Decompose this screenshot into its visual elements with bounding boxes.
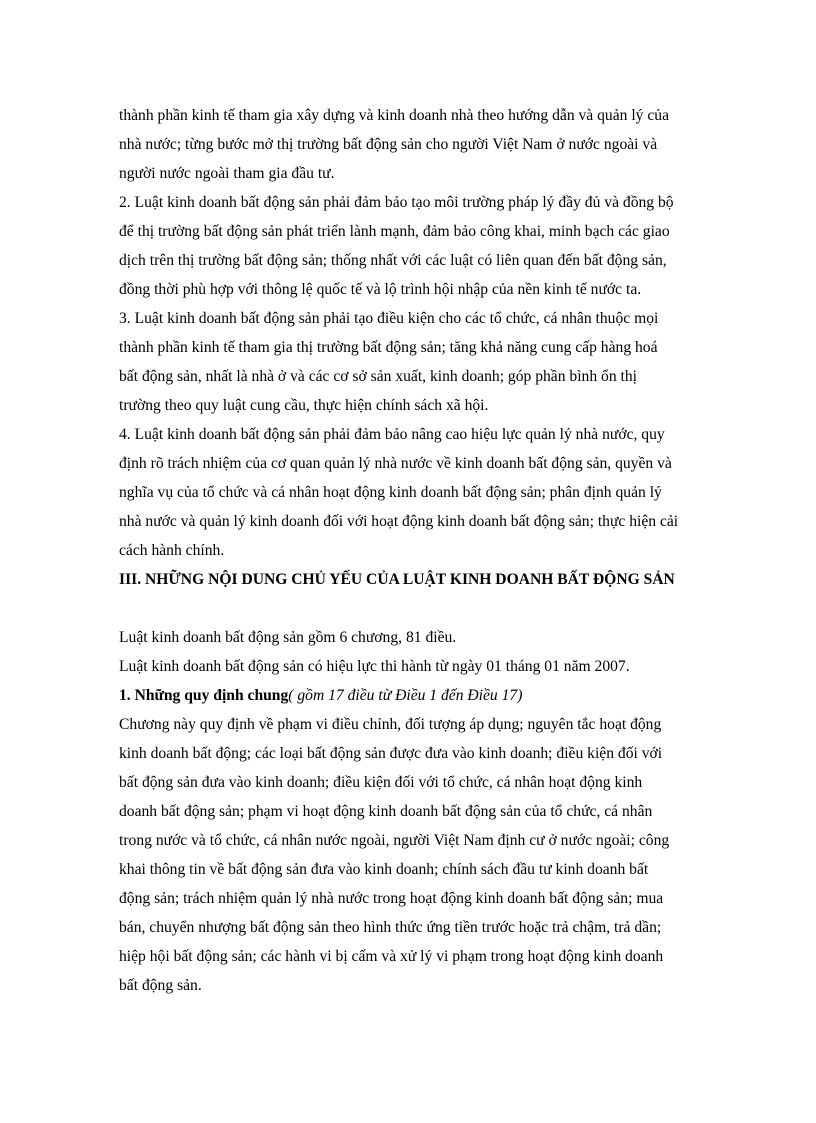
point-4-paragraph: [119, 420, 719, 565]
text-line: Luật kinh doanh bất động sản gồm 6 chương, 81 điều.: [119, 629, 457, 646]
text-line: 2. Luật kinh doanh bất động sản phải đảm bảo tạo môi trường pháp lý đầy đủ và đồng bộ: [119, 194, 674, 211]
subsection-1-heading: [119, 681, 719, 710]
text-line: bán, chuyển nhượng bất động sản theo hình thức ứng tiền trước hoặc trả chậm, trả dần;: [119, 919, 662, 936]
section-heading: [119, 565, 719, 594]
text-line: Luật kinh doanh bất động sản có hiệu lực thi hành từ ngày 01 tháng 01 năm 2007.: [119, 658, 630, 675]
text-line: cách hành chính.: [119, 542, 225, 559]
text-line: doanh bất động sản; phạm vi hoạt động kinh doanh bất động sản của tổ chức, cá nhân: [119, 803, 653, 820]
text-line: kinh doanh bất động; các loại bất động sản được đưa vào kinh doanh; điều kiện đối với: [119, 745, 663, 762]
text-line: động sản; trách nhiệm quản lý nhà nước trong hoạt động kinh doanh bất động sản; mua: [119, 890, 664, 907]
text-line: định rõ trách nhiệm của cơ quan quản lý nhà nước về kinh doanh bất động sản, quyền và: [119, 455, 672, 472]
text-line: khai thông tin về bất động sản đưa vào kinh doanh; chính sách đầu tư kinh doanh bất: [119, 861, 649, 878]
text-line: trong nước và tổ chức, cá nhân nước ngoài, người Việt Nam định cư ở nước ngoài; công: [119, 832, 670, 849]
text-line: Chương này quy định về phạm vi điều chỉnh, đối tượng áp dụng; nguyên tắc hoạt động: [119, 716, 662, 733]
text-line: dịch trên thị trường bất động sản; thống nhất với các luật có liên quan đến bất động sản,: [119, 252, 667, 269]
text-line: 4. Luật kinh doanh bất động sản phải đảm bảo nâng cao hiệu lực quản lý nhà nước, quy: [119, 426, 665, 443]
text-line: thành phần kinh tế tham gia xây dựng và kinh doanh nhà theo hướng dẫn và quản lý của: [119, 107, 670, 124]
text-line: bất động sản đưa vào kinh doanh; điều kiện đối với tổ chức, cá nhân hoạt động kinh: [119, 774, 643, 791]
subsection-title: 1. Những quy định chung: [119, 687, 289, 704]
text-line: bất động sản.: [119, 977, 202, 994]
section-heading-text: III. NHỮNG NỘI DUNG CHỦ YẾU CỦA LUẬT KINH DOANH BẤT ĐỘNG SẢN: [119, 571, 675, 588]
text-line: nhà nước; từng bước mở thị trường bất động sản cho người Việt Nam ở nước ngoài và: [119, 136, 658, 153]
point-2-paragraph: [119, 188, 719, 304]
subsection-1-body: [119, 710, 719, 1000]
text-line: thành phần kinh tế tham gia thị trường bất động sản; tăng khả năng cung cấp hàng hoá: [119, 339, 658, 356]
text-line: trường theo quy luật cung cầu, thực hiện chính sách xã hội.: [119, 397, 489, 414]
document-body: [119, 101, 719, 1000]
subsection-heading-line: [119, 681, 719, 710]
subsection-note: ( gồm 17 điều từ Điều 1 đến Điều 17): [288, 687, 523, 704]
text-line: 3. Luật kinh doanh bất động sản phải tạo điều kiện cho các tổ chức, cá nhân thuộc mọi: [119, 310, 659, 327]
point-3-paragraph: [119, 304, 719, 420]
text-line: người nước ngoài tham gia đầu tư.: [119, 165, 335, 182]
paragraph-intro: [119, 101, 719, 188]
summary-paragraph: [119, 623, 719, 681]
text-line: đồng thời phù hợp với thông lệ quốc tế và lộ trình hội nhập của nền kinh tế nước ta.: [119, 281, 642, 298]
text-line: hiệp hội bất động sản; các hành vi bị cấm và xử lý vi phạm trong hoạt động kinh doanh: [119, 948, 664, 965]
text-line: để thị trường bất động sản phát triển lành mạnh, đảm bảo công khai, minh bạch các giao: [119, 223, 670, 240]
text-line: nghĩa vụ của tổ chức và cá nhân hoạt động kinh doanh bất động sản; phân định quản lý: [119, 484, 662, 501]
text-line: nhà nước và quản lý kinh doanh đối với hoạt động kinh doanh bất động sản; thực hiện cải: [119, 513, 679, 530]
text-line: bất động sản, nhất là nhà ở và các cơ sở sản xuất, kinh doanh; góp phần bình ổn thị: [119, 368, 637, 385]
